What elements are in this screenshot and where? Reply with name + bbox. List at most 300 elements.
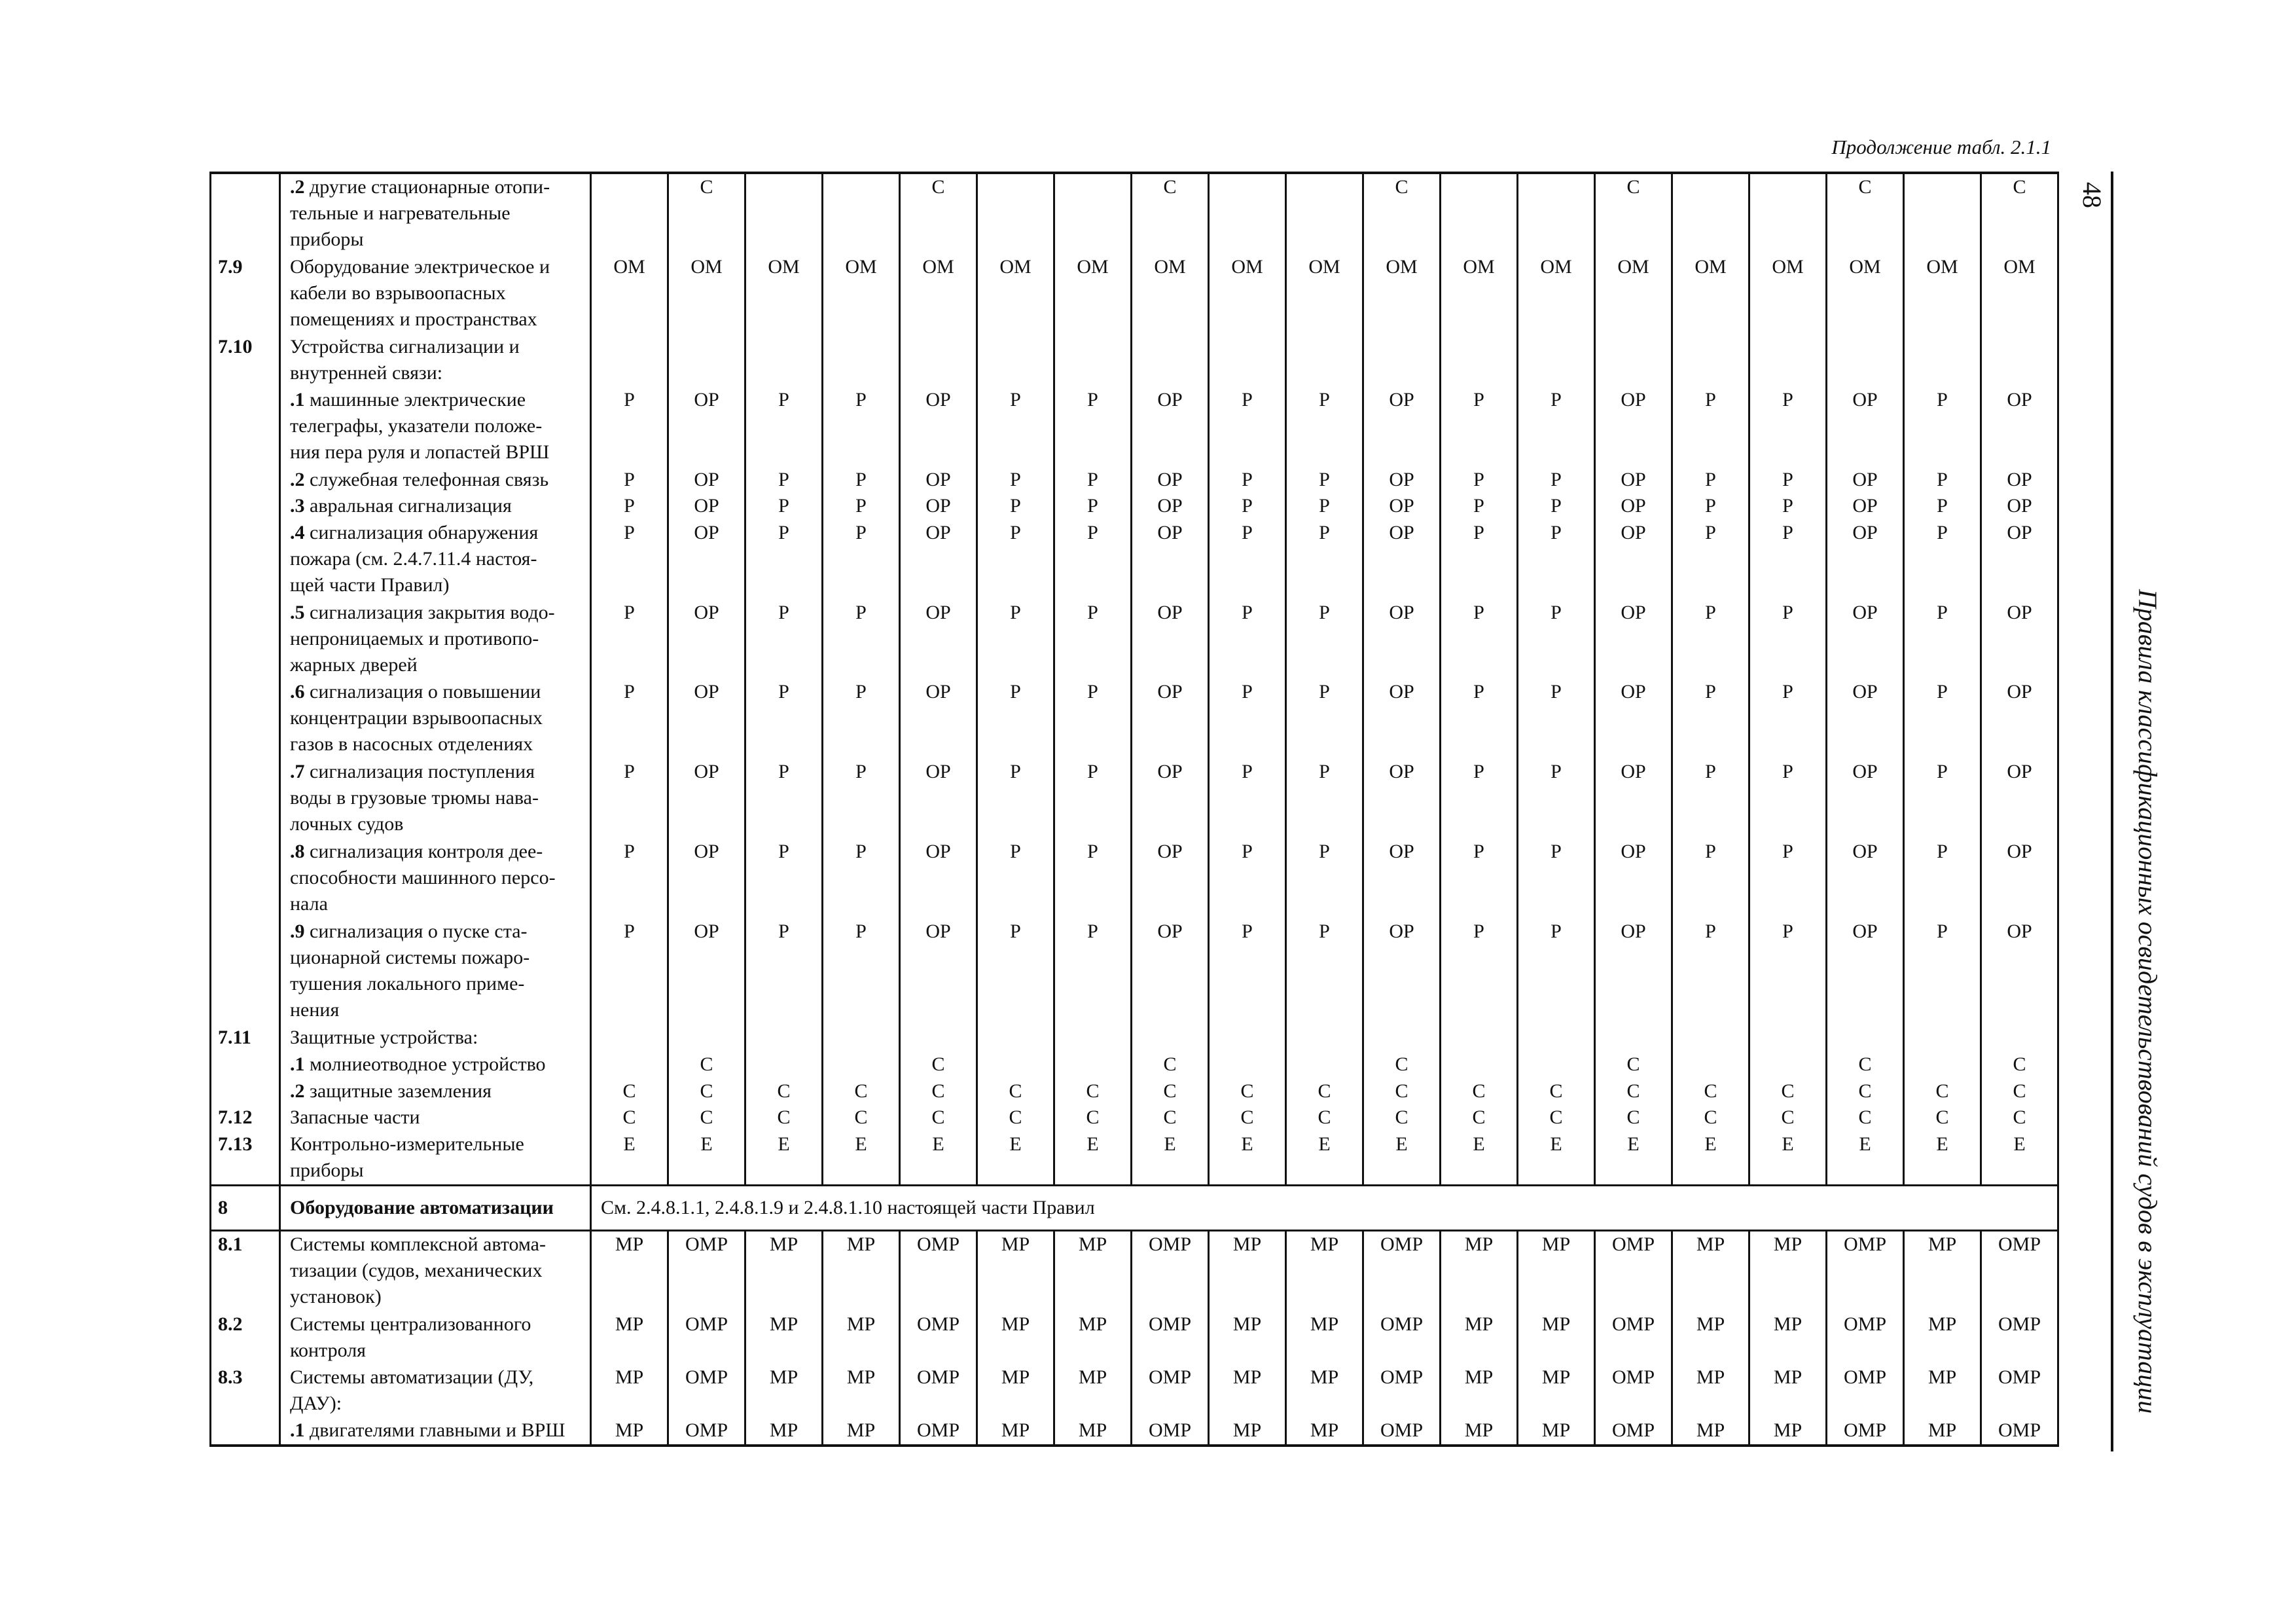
- survey-code-cell: Р: [1209, 600, 1286, 680]
- description-line: Системы централизованного: [290, 1313, 531, 1335]
- subitem-index: .5: [290, 601, 305, 623]
- survey-code-cell: ОМР: [1827, 1417, 1904, 1446]
- survey-code-cell: Е: [1132, 1131, 1209, 1186]
- survey-code-cell: Е: [745, 1131, 823, 1186]
- description-line: ционарной системы пожаро-: [290, 946, 530, 968]
- survey-code-cell: Е: [1672, 1131, 1749, 1186]
- survey-code-cell: ОР: [900, 679, 977, 759]
- subitem-index: .2: [290, 1080, 305, 1102]
- survey-code-cell: [1286, 334, 1363, 387]
- survey-code-cell: ОМ: [1518, 254, 1595, 334]
- survey-code-cell: [977, 334, 1054, 387]
- survey-code-cell: ОР: [1363, 387, 1441, 467]
- subitem-index: .2: [290, 468, 305, 490]
- survey-code-cell: МР: [1672, 1364, 1749, 1417]
- description-line: .2 служебная телефонная связь: [290, 468, 549, 490]
- survey-code-cell: ОР: [1981, 387, 2058, 467]
- survey-code-cell: Р: [1904, 493, 1981, 520]
- survey-code-cell: ОМР: [668, 1364, 745, 1417]
- description-line: приборы: [290, 228, 364, 250]
- row-number: 7.9: [211, 254, 280, 334]
- survey-code-cell: Р: [1518, 759, 1595, 839]
- survey-code-cell: МР: [1672, 1417, 1749, 1446]
- survey-code-cell: ОМР: [1363, 1364, 1441, 1417]
- survey-code-cell: С: [1286, 1104, 1363, 1131]
- survey-code-cell: [1441, 173, 1518, 254]
- survey-code-cell: Р: [1054, 520, 1132, 600]
- survey-code-cell: Е: [668, 1131, 745, 1186]
- row-description: [280, 1364, 591, 1417]
- survey-code-cell: ОМ: [977, 254, 1054, 334]
- survey-code-cell: МР: [1518, 1417, 1595, 1446]
- survey-code-cell: Р: [1441, 759, 1518, 839]
- row-description: [280, 1104, 591, 1131]
- survey-code-cell: МР: [1209, 1311, 1286, 1364]
- description-line: тельные и нагревательные: [290, 202, 511, 224]
- survey-code-cell: [1595, 1025, 1672, 1051]
- survey-code-cell: С: [1132, 1078, 1209, 1105]
- survey-code-cell: Р: [1441, 839, 1518, 919]
- survey-code-cell: ОМР: [1132, 1417, 1209, 1446]
- survey-code-cell: ОМР: [1981, 1364, 2058, 1417]
- survey-code-cell: [1441, 1051, 1518, 1078]
- survey-code-cell: С: [1827, 1078, 1904, 1105]
- row-description: [280, 600, 591, 680]
- table-row: [211, 467, 2058, 494]
- row-number: [211, 679, 280, 759]
- survey-code-cell: ОР: [1363, 679, 1441, 759]
- survey-code-cell: С: [591, 1104, 668, 1131]
- table-row: [211, 1417, 2058, 1446]
- row-number: [211, 467, 280, 494]
- survey-code-cell: Р: [745, 387, 823, 467]
- survey-code-cell: Р: [1209, 467, 1286, 494]
- survey-code-cell: ОР: [900, 493, 977, 520]
- survey-code-cell: Е: [823, 1131, 900, 1186]
- survey-code-cell: [591, 1025, 668, 1051]
- description-line: .1 двигателями главными и ВРШ: [290, 1419, 565, 1442]
- row-number: [211, 1078, 280, 1105]
- survey-code-cell: Р: [1904, 919, 1981, 1025]
- survey-code-cell: ОР: [1981, 839, 2058, 919]
- survey-code-cell: [1518, 1051, 1595, 1078]
- table-row: [211, 600, 2058, 680]
- survey-code-cell: ОМ: [591, 254, 668, 334]
- row-number: [211, 600, 280, 680]
- row-number: 7.11: [211, 1025, 280, 1051]
- survey-code-cell: С: [1286, 1078, 1363, 1105]
- survey-code-cell: С: [1363, 1104, 1441, 1131]
- survey-code-cell: ОР: [1981, 467, 2058, 494]
- survey-code-cell: ОМР: [900, 1230, 977, 1311]
- survey-code-cell: МР: [1209, 1417, 1286, 1446]
- survey-code-cell: С: [668, 173, 745, 254]
- survey-code-cell: Е: [977, 1131, 1054, 1186]
- survey-code-cell: С: [745, 1078, 823, 1105]
- survey-code-cell: Р: [1749, 520, 1827, 600]
- description-line: Защитные устройства:: [290, 1027, 478, 1049]
- row-number: 8.1: [211, 1230, 280, 1311]
- survey-code-cell: МР: [1749, 1364, 1827, 1417]
- row-description: [280, 1311, 591, 1364]
- survey-code-cell: Р: [1286, 520, 1363, 600]
- survey-code-cell: [1827, 334, 1904, 387]
- page-number: 48: [2077, 182, 2107, 208]
- table-row: [211, 1364, 2058, 1417]
- survey-code-cell: Р: [1904, 520, 1981, 600]
- survey-code-cell: ОР: [668, 493, 745, 520]
- survey-code-cell: С: [1981, 1051, 2058, 1078]
- survey-code-cell: ОМ: [1595, 254, 1672, 334]
- survey-code-cell: ОР: [1132, 520, 1209, 600]
- survey-code-cell: ОР: [668, 679, 745, 759]
- description-line: .1 молниеотводное устройство: [290, 1053, 546, 1075]
- survey-code-cell: Р: [591, 600, 668, 680]
- survey-code-cell: Р: [1672, 919, 1749, 1025]
- row-number: [211, 919, 280, 1025]
- survey-code-cell: Р: [1441, 493, 1518, 520]
- survey-code-cell: Р: [1209, 387, 1286, 467]
- description-line: ния пера руля и лопастей ВРШ: [290, 441, 550, 463]
- survey-code-cell: Р: [1749, 467, 1827, 494]
- row-description: [280, 839, 591, 919]
- survey-code-cell: [900, 1025, 977, 1051]
- survey-code-cell: ОР: [1827, 759, 1904, 839]
- survey-code-cell: Р: [1054, 467, 1132, 494]
- survey-code-cell: Р: [823, 600, 900, 680]
- survey-code-cell: Р: [1904, 387, 1981, 467]
- row-number: [211, 1051, 280, 1078]
- survey-code-cell: Р: [1518, 387, 1595, 467]
- survey-code-cell: С: [1209, 1104, 1286, 1131]
- survey-code-cell: [1441, 1025, 1518, 1051]
- survey-code-cell: МР: [823, 1311, 900, 1364]
- survey-code-cell: Р: [1209, 520, 1286, 600]
- survey-code-cell: ОМР: [1132, 1311, 1209, 1364]
- survey-code-cell: ОМ: [823, 254, 900, 334]
- survey-code-cell: МР: [1672, 1311, 1749, 1364]
- description-line: .1 машинные электрические: [290, 388, 526, 410]
- survey-code-cell: Р: [823, 467, 900, 494]
- survey-code-cell: ОР: [1363, 759, 1441, 839]
- survey-code-cell: [668, 334, 745, 387]
- subitem-index: .7: [290, 761, 305, 783]
- row-description: [280, 254, 591, 334]
- survey-code-cell: Е: [1981, 1131, 2058, 1186]
- description-line: .6 сигнализация о повышении: [290, 681, 541, 703]
- survey-code-cell: МР: [591, 1417, 668, 1446]
- survey-code-cell: ОМР: [668, 1311, 745, 1364]
- description-line: .7 сигнализация поступления: [290, 761, 535, 783]
- survey-code-cell: Р: [1286, 679, 1363, 759]
- row-description: [280, 1417, 591, 1446]
- survey-code-cell: Р: [745, 759, 823, 839]
- survey-code-cell: С: [1518, 1104, 1595, 1131]
- survey-code-cell: Р: [1441, 919, 1518, 1025]
- description-line: способности машинного персо-: [290, 867, 556, 889]
- survey-code-cell: ОР: [1132, 387, 1209, 467]
- survey-code-cell: Р: [1054, 600, 1132, 680]
- survey-code-cell: ОМ: [1209, 254, 1286, 334]
- survey-code-cell: С: [1904, 1078, 1981, 1105]
- survey-code-cell: [1981, 1025, 2058, 1051]
- survey-code-cell: ОМ: [1827, 254, 1904, 334]
- survey-code-cell: [1209, 1051, 1286, 1078]
- survey-code-cell: Р: [745, 839, 823, 919]
- subitem-index: .8: [290, 841, 305, 863]
- survey-code-cell: Р: [1286, 839, 1363, 919]
- description-line: тизации (судов, механических: [290, 1259, 543, 1281]
- subitem-index: .1: [290, 1053, 305, 1075]
- row-description: [280, 467, 591, 494]
- survey-code-cell: [745, 334, 823, 387]
- description-line: .3 авральная сигнализация: [290, 495, 512, 517]
- description-line: Устройства сигнализации и: [290, 335, 520, 357]
- survey-code-cell: Р: [1904, 839, 1981, 919]
- survey-code-cell: Р: [1209, 679, 1286, 759]
- survey-code-cell: [745, 1025, 823, 1051]
- survey-code-cell: ОМР: [1363, 1311, 1441, 1364]
- row-number: [211, 493, 280, 520]
- survey-code-cell: Р: [745, 600, 823, 680]
- survey-code-cell: ОМР: [1981, 1311, 2058, 1364]
- survey-code-cell: Р: [745, 919, 823, 1025]
- survey-code-cell: С: [1595, 1078, 1672, 1105]
- survey-code-cell: ОМР: [1132, 1364, 1209, 1417]
- survey-code-cell: Р: [823, 679, 900, 759]
- survey-code-cell: Р: [977, 839, 1054, 919]
- survey-code-cell: Р: [823, 759, 900, 839]
- row-description: [280, 1131, 591, 1186]
- row-number: 8.3: [211, 1364, 280, 1417]
- survey-code-cell: С: [745, 1104, 823, 1131]
- description-line: лочных судов: [290, 813, 404, 835]
- table-row: [211, 334, 2058, 387]
- subitem-index: .1: [290, 1419, 305, 1442]
- survey-code-cell: [977, 1051, 1054, 1078]
- survey-code-cell: Р: [1672, 467, 1749, 494]
- survey-code-cell: ОМР: [900, 1364, 977, 1417]
- survey-code-cell: Р: [823, 520, 900, 600]
- survey-code-cell: ОМ: [900, 254, 977, 334]
- survey-code-cell: МР: [745, 1311, 823, 1364]
- description-line: воды в грузовые трюмы нава-: [290, 787, 539, 809]
- survey-code-cell: ОР: [1132, 839, 1209, 919]
- survey-code-cell: ОМ: [1981, 254, 2058, 334]
- survey-code-cell: Р: [591, 919, 668, 1025]
- survey-code-cell: С: [1363, 173, 1441, 254]
- survey-code-cell: Р: [977, 493, 1054, 520]
- survey-code-cell: Р: [591, 679, 668, 759]
- survey-code-cell: ОР: [1132, 679, 1209, 759]
- row-number: [211, 387, 280, 467]
- table-row: [211, 839, 2058, 919]
- survey-code-cell: Е: [1827, 1131, 1904, 1186]
- survey-code-cell: Р: [1518, 467, 1595, 494]
- survey-code-cell: Р: [1518, 600, 1595, 680]
- survey-code-cell: Р: [1749, 839, 1827, 919]
- survey-code-cell: ОМ: [1286, 254, 1363, 334]
- survey-code-cell: С: [1904, 1104, 1981, 1131]
- survey-code-cell: Е: [1054, 1131, 1132, 1186]
- survey-code-cell: ОМР: [1595, 1417, 1672, 1446]
- survey-code-cell: [823, 1025, 900, 1051]
- survey-code-cell: ОР: [1595, 493, 1672, 520]
- row-description: [280, 334, 591, 387]
- survey-code-cell: [1441, 334, 1518, 387]
- description-line: Системы комплексной автома-: [290, 1233, 546, 1255]
- description-line: Оборудование электрическое и: [290, 255, 550, 278]
- survey-code-cell: С: [1595, 1051, 1672, 1078]
- survey-code-cell: ОМ: [1363, 254, 1441, 334]
- survey-code-cell: [1749, 1051, 1827, 1078]
- survey-code-cell: МР: [1286, 1417, 1363, 1446]
- survey-code-cell: Р: [745, 679, 823, 759]
- survey-code-cell: ОМР: [900, 1417, 977, 1446]
- survey-code-cell: ОМР: [1132, 1230, 1209, 1311]
- row-description: [280, 493, 591, 520]
- survey-code-cell: МР: [1054, 1364, 1132, 1417]
- survey-code-cell: [1132, 334, 1209, 387]
- survey-code-cell: МР: [745, 1230, 823, 1311]
- survey-code-cell: Р: [1286, 759, 1363, 839]
- survey-code-cell: С: [977, 1078, 1054, 1105]
- subitem-index: .4: [290, 521, 305, 543]
- survey-code-cell: [1054, 1025, 1132, 1051]
- survey-code-cell: ОМР: [1981, 1417, 2058, 1446]
- survey-code-cell: Р: [591, 387, 668, 467]
- survey-code-cell: ОМР: [1827, 1364, 1904, 1417]
- survey-code-cell: С: [1363, 1078, 1441, 1105]
- survey-code-cell: ОР: [1595, 759, 1672, 839]
- survey-code-cell: С: [900, 1051, 977, 1078]
- survey-code-cell: ОМР: [1363, 1417, 1441, 1446]
- survey-code-cell: С: [1132, 1051, 1209, 1078]
- description-line: Контрольно-измерительные: [290, 1133, 524, 1155]
- survey-code-cell: ОР: [900, 839, 977, 919]
- side-rule: [2111, 172, 2113, 1451]
- survey-code-cell: Р: [823, 493, 900, 520]
- description-line: нала: [290, 893, 328, 915]
- survey-code-cell: [1672, 334, 1749, 387]
- survey-code-cell: Р: [977, 679, 1054, 759]
- table-row: [211, 254, 2058, 334]
- survey-code-cell: С: [1827, 1104, 1904, 1131]
- description-line: нения: [290, 998, 340, 1021]
- survey-code-cell: ОМ: [1749, 254, 1827, 334]
- survey-code-cell: Е: [1595, 1131, 1672, 1186]
- description-line: ДАУ):: [290, 1392, 342, 1414]
- survey-code-cell: МР: [745, 1364, 823, 1417]
- survey-code-cell: МР: [823, 1417, 900, 1446]
- survey-code-cell: Р: [1904, 679, 1981, 759]
- survey-code-cell: [1595, 334, 1672, 387]
- survey-code-cell: Р: [1054, 919, 1132, 1025]
- survey-code-cell: ОМР: [1595, 1311, 1672, 1364]
- survey-code-cell: МР: [977, 1364, 1054, 1417]
- survey-code-cell: ОР: [668, 919, 745, 1025]
- survey-code-cell: Р: [1904, 759, 1981, 839]
- survey-code-cell: Е: [1518, 1131, 1595, 1186]
- survey-code-cell: [1518, 1025, 1595, 1051]
- survey-code-cell: С: [1441, 1104, 1518, 1131]
- description-line: Запасные части: [290, 1106, 420, 1129]
- survey-code-cell: [1672, 1025, 1749, 1051]
- survey-code-cell: МР: [1518, 1364, 1595, 1417]
- survey-code-cell: МР: [1904, 1230, 1981, 1311]
- survey-code-cell: Р: [1286, 919, 1363, 1025]
- row-number: [211, 520, 280, 600]
- description-line: телеграфы, указатели положе-: [290, 414, 543, 437]
- survey-code-cell: [1904, 334, 1981, 387]
- survey-code-cell: ОР: [668, 467, 745, 494]
- survey-code-cell: [745, 173, 823, 254]
- survey-code-cell: Р: [1672, 387, 1749, 467]
- survey-code-cell: Р: [1054, 493, 1132, 520]
- survey-code-cell: ОР: [1132, 467, 1209, 494]
- survey-code-cell: МР: [1518, 1311, 1595, 1364]
- survey-code-cell: [1518, 173, 1595, 254]
- survey-code-cell: Р: [1209, 759, 1286, 839]
- survey-code-cell: С: [1749, 1104, 1827, 1131]
- survey-code-cell: ОР: [1595, 919, 1672, 1025]
- survey-code-cell: МР: [1286, 1230, 1363, 1311]
- row-description: [280, 1078, 591, 1105]
- survey-code-cell: ОР: [668, 520, 745, 600]
- survey-code-cell: Р: [1749, 387, 1827, 467]
- survey-code-cell: ОР: [1981, 600, 2058, 680]
- survey-code-cell: С: [1827, 173, 1904, 254]
- survey-code-cell: ОР: [1595, 387, 1672, 467]
- survey-code-cell: Р: [745, 493, 823, 520]
- survey-code-cell: ОМ: [668, 254, 745, 334]
- survey-code-cell: ОР: [900, 759, 977, 839]
- row-number: 7.10: [211, 334, 280, 387]
- survey-code-cell: Р: [591, 467, 668, 494]
- survey-code-cell: Р: [977, 520, 1054, 600]
- survey-code-cell: ОР: [668, 387, 745, 467]
- row-number: [211, 839, 280, 919]
- survey-code-cell: ОР: [1595, 839, 1672, 919]
- survey-code-cell: С: [1827, 1051, 1904, 1078]
- description-line: .4 сигнализация обнаружения: [290, 521, 539, 543]
- survey-code-cell: [1904, 1025, 1981, 1051]
- survey-code-cell: МР: [591, 1364, 668, 1417]
- survey-code-cell: [1981, 334, 2058, 387]
- survey-code-cell: ОМ: [1132, 254, 1209, 334]
- survey-code-cell: Р: [1672, 679, 1749, 759]
- survey-code-cell: ОМ: [745, 254, 823, 334]
- survey-code-cell: [1749, 1025, 1827, 1051]
- survey-code-cell: ОР: [1827, 679, 1904, 759]
- survey-code-cell: Р: [591, 839, 668, 919]
- survey-code-cell: ОМР: [1827, 1230, 1904, 1311]
- description-line: контроля: [290, 1339, 366, 1361]
- survey-code-cell: Р: [1672, 759, 1749, 839]
- survey-code-cell: Р: [591, 759, 668, 839]
- description-line: установок): [290, 1285, 382, 1307]
- survey-code-cell: Р: [977, 759, 1054, 839]
- survey-code-cell: Р: [1286, 600, 1363, 680]
- survey-code-cell: С: [1441, 1078, 1518, 1105]
- survey-code-cell: ОР: [1981, 679, 2058, 759]
- survey-code-cell: [823, 1051, 900, 1078]
- survey-code-cell: С: [977, 1104, 1054, 1131]
- survey-code-cell: С: [668, 1104, 745, 1131]
- survey-code-cell: Р: [1904, 600, 1981, 680]
- subitem-index: .1: [290, 388, 305, 410]
- subitem-index: .2: [290, 176, 305, 198]
